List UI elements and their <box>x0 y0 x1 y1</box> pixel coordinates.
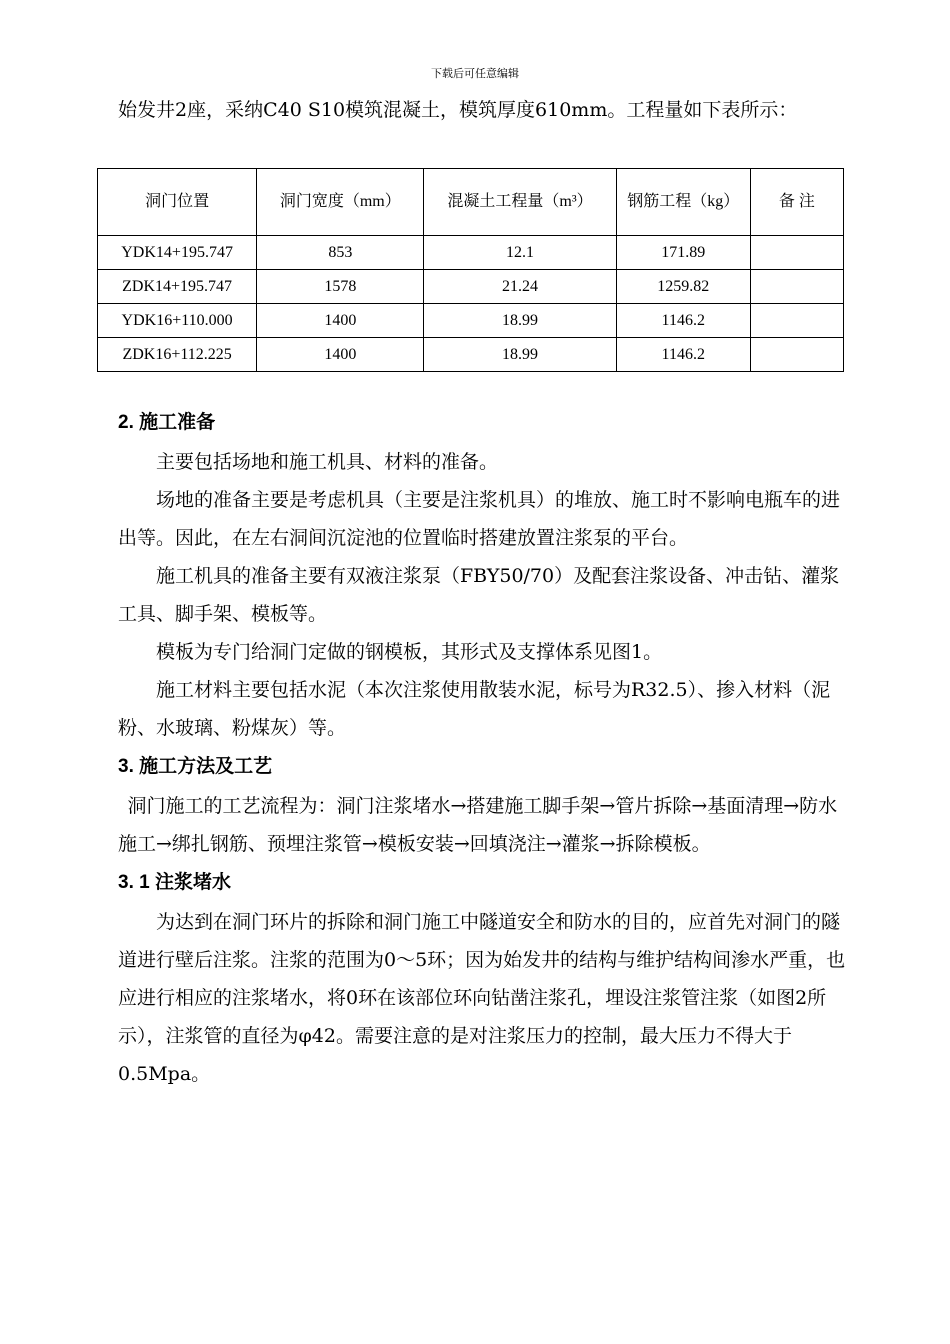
table-cell: 18.99 <box>424 304 616 338</box>
table-cell <box>750 270 843 304</box>
header-cell-width: 洞门宽度（mm） <box>257 169 424 236</box>
page-header: 下载后可任意编辑 <box>431 67 519 80</box>
table-cell: 1400 <box>257 304 424 338</box>
section-heading: 3. 施工方法及工艺 <box>118 756 273 777</box>
document-body <box>118 403 846 1093</box>
table-row <box>98 270 844 304</box>
header-cell-concrete: 混凝土工程量（m³） <box>424 169 616 236</box>
table-cell: 1578 <box>257 270 424 304</box>
section-heading: 3. 1 注浆堵水 <box>118 872 231 893</box>
paragraph: 主要包括场地和施工机具、材料的准备。 <box>156 451 499 473</box>
table-cell: YDK14+195.747 <box>98 236 257 270</box>
table-cell: ZDK16+112.225 <box>98 338 257 372</box>
table-cell: 1146.2 <box>616 304 750 338</box>
header-cell-remarks: 备 注 <box>750 169 843 236</box>
table-cell <box>750 338 843 372</box>
table-row <box>98 304 844 338</box>
intro-paragraph: 始发井2座，采纳C40 S10模筑混凝土，模筑厚度610mm。工程量如下表所示： <box>118 99 798 121</box>
section-heading: 2. 施工准备 <box>118 412 216 433</box>
paragraph: 施工机具的准备主要有双液注浆泵（FBY50/70）及配套注浆设备、冲击钻、灌浆工具、脚手架、模板等。 <box>118 565 840 625</box>
table-cell: 12.1 <box>424 236 616 270</box>
table-cell <box>750 304 843 338</box>
table-row <box>98 338 844 372</box>
table-cell: ZDK14+195.747 <box>98 270 257 304</box>
table-row <box>98 236 844 270</box>
table-cell: 1146.2 <box>616 338 750 372</box>
table-cell: 1400 <box>257 338 424 372</box>
table-cell: 18.99 <box>424 338 616 372</box>
table-cell: 21.24 <box>424 270 616 304</box>
paragraph: 洞门施工的工艺流程为：洞门注浆堵水→搭建施工脚手架→管片拆除→基面清理→防水施工→绑扎钢筋、预埋注浆管→模板安装→回填浇注→灌浆→拆除模板。 <box>118 795 838 855</box>
table-cell: 171.89 <box>616 236 750 270</box>
table-cell: 853 <box>257 236 424 270</box>
header-cell-rebar: 钢筋工程（kg） <box>616 169 750 236</box>
paragraph: 模板为专门给洞门定做的钢模板，其形式及支撑体系见图1。 <box>156 641 663 663</box>
header-cell-position: 洞门位置 <box>98 169 257 236</box>
table-cell <box>750 236 843 270</box>
paragraph: 施工材料主要包括水泥（本次注浆使用散装水泥，标号为R32.5）、掺入材料（泥粉、水玻璃、粉煤灰）等。 <box>118 679 831 739</box>
paragraph: 场地的准备主要是考虑机具（主要是注浆机具）的堆放、施工时不影响电瓶车的进出等。因此，在左右洞间沉淀池的位置临时搭建放置注浆泵的平台。 <box>118 489 841 549</box>
table-cell: 1259.82 <box>616 270 750 304</box>
table-header-row <box>98 169 844 236</box>
table-cell: YDK16+110.000 <box>98 304 257 338</box>
paragraph: 为达到在洞门环片的拆除和洞门施工中隧道安全和防水的目的，应首先对洞门的隧道进行壁后注浆。注浆的范围为0～5环；因为始发井的结构与维护结构间渗水严重，也应进行相应的注浆堵水，将0环在该部位环向钻凿注浆孔，埋设注浆管注浆（如图2所示），注浆管的直径为φ42。需要注意的是对注浆压力的控制，最大压力不得大于0.5Mpa。 <box>118 911 846 1085</box>
quantity-table <box>97 168 844 372</box>
